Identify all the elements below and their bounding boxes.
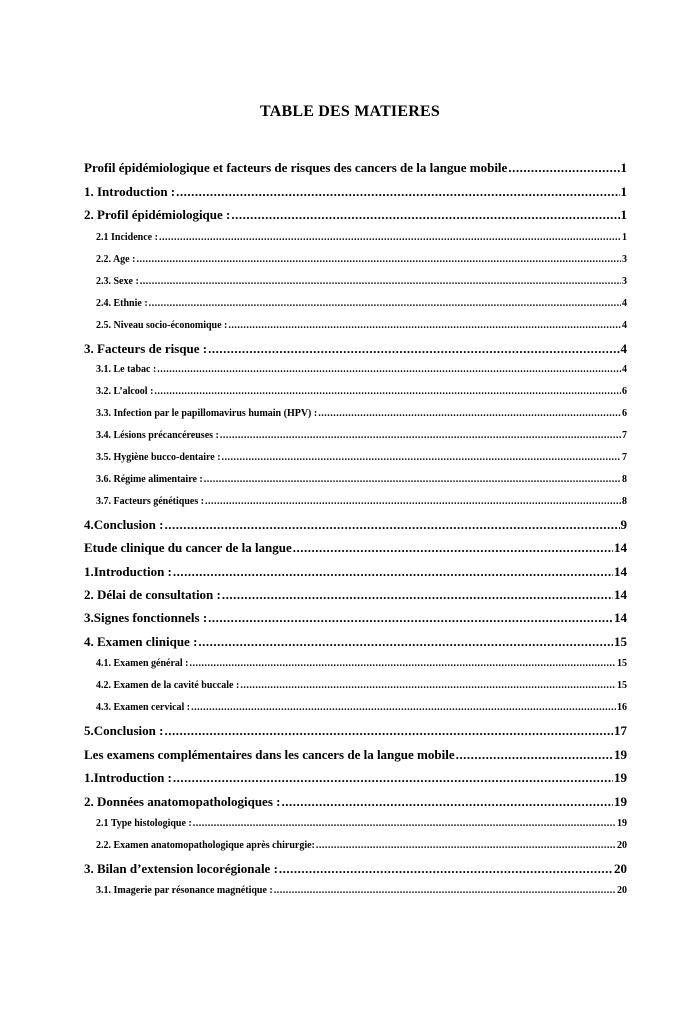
toc-entry[interactable] [84, 160, 627, 176]
toc-entry-page: 17 [614, 723, 627, 738]
toc-entry-label: 2.4. Ethnie : [96, 298, 148, 309]
toc-entry-label: 3.2. L’alcool : [96, 386, 154, 397]
page-title: TABLE DES MATIERES [260, 103, 440, 120]
toc-leader-dots [220, 430, 621, 441]
toc-entry-label: 3.5. Hygiène bucco-dentaire : [96, 452, 221, 463]
toc-entry-page: 19 [614, 770, 627, 785]
toc-leader-dots [205, 496, 621, 507]
toc-entry[interactable] [96, 408, 627, 419]
toc-entry[interactable] [84, 794, 627, 810]
toc-entry[interactable] [84, 747, 627, 763]
toc-entry-label: 2.2. Examen anatomopathologique après chirurgie: [96, 840, 315, 851]
toc-leader-dots [176, 184, 619, 200]
toc-entry-label: 2.3. Sexe : [96, 276, 139, 287]
toc-entry[interactable] [96, 496, 627, 507]
toc-leader-dots [316, 840, 616, 851]
toc-entry-page: 16 [617, 702, 627, 713]
toc-entry-label: Profil épidémiologique et facteurs de risques des cancers de la langue mobile [84, 160, 508, 175]
toc-entry-page: 4 [622, 364, 627, 375]
toc-entry-page: 3 [622, 254, 627, 265]
toc-entry-label: 4.1. Examen général : [96, 658, 189, 669]
toc-entry-label: 2. Délai de consultation : [84, 587, 221, 602]
toc-entry-page: 1 [622, 232, 627, 243]
toc-entry-label: 2.5. Niveau socio-économique : [96, 320, 228, 331]
toc-leader-dots [173, 564, 613, 580]
toc-entry-label: 3. Facteurs de risque : [84, 341, 208, 356]
toc-entry-page: 14 [614, 587, 627, 602]
toc-leader-dots [198, 634, 613, 650]
toc-leader-dots [208, 610, 613, 626]
toc-leader-dots [274, 885, 616, 896]
toc-leader-dots [222, 587, 613, 603]
toc-entry-label: 5.Conclusion : [84, 723, 164, 738]
toc-entry[interactable] [84, 540, 627, 556]
toc-leader-dots [191, 702, 616, 713]
toc-leader-dots [164, 723, 613, 739]
toc-entry-page: 7 [622, 430, 627, 441]
toc-entry[interactable] [96, 818, 627, 829]
toc-entry-label: 4.Conclusion : [84, 517, 164, 532]
toc-entry-page: 9 [620, 517, 627, 532]
toc-entry[interactable] [96, 298, 627, 309]
toc-leader-dots [140, 276, 621, 287]
toc-entry-page: 20 [614, 861, 627, 876]
toc-entry-label: Etude clinique du cancer de la langue [84, 540, 292, 555]
toc-leader-dots [508, 160, 619, 176]
toc-leader-dots [281, 794, 613, 810]
toc-entry-label: 3.1. Imagerie par résonance magnétique : [96, 885, 273, 896]
toc-entry[interactable] [96, 702, 627, 713]
toc-entry-page: 8 [622, 496, 627, 507]
toc-entry[interactable] [84, 207, 627, 223]
toc-entry-page: 20 [617, 840, 627, 851]
toc-entry-label: 3.3. Infection par le papillomavirus humain (HPV) : [96, 408, 318, 419]
toc-entry-label: 3.1. Le tabac : [96, 364, 157, 375]
toc-entry-page: 20 [617, 885, 627, 896]
toc-entry-page: 4 [622, 298, 627, 309]
toc-entry-page: 3 [622, 276, 627, 287]
toc-entry-label: Les examens complémentaires dans les cancers de la langue mobile [84, 747, 455, 762]
toc-entry[interactable] [96, 680, 627, 691]
toc-entry[interactable] [84, 770, 627, 786]
toc-entry-page: 14 [614, 564, 627, 579]
toc-entry[interactable] [84, 184, 627, 200]
toc-entry[interactable] [96, 885, 627, 896]
toc-entry[interactable] [84, 861, 627, 877]
toc-entry-label: 1.Introduction : [84, 770, 172, 785]
toc-entry-page: 14 [614, 610, 627, 625]
toc-entry[interactable] [96, 386, 627, 397]
toc-leader-dots [318, 408, 621, 419]
toc-entry[interactable] [96, 840, 627, 851]
toc-leader-dots [279, 861, 613, 877]
toc-entry[interactable] [96, 452, 627, 463]
toc-entry-page: 14 [614, 540, 627, 555]
toc-entry-page: 4 [622, 320, 627, 331]
toc-entry-page: 6 [622, 386, 627, 397]
toc-entry-page: 1 [620, 160, 627, 175]
toc-entry[interactable] [84, 341, 627, 357]
toc-entry[interactable] [96, 232, 627, 243]
toc-entry-label: 4.3. Examen cervical : [96, 702, 191, 713]
toc-leader-dots [456, 747, 613, 763]
toc-entry-page: 4 [620, 341, 627, 356]
toc-entry-page: 15 [617, 680, 627, 691]
toc-entry-page: 6 [622, 408, 627, 419]
toc-entry-label: 3.Signes fonctionnels : [84, 610, 208, 625]
toc-entry-page: 19 [614, 794, 627, 809]
toc-leader-dots [157, 364, 621, 375]
toc-entry[interactable] [96, 430, 627, 441]
toc-entry-label: 1. Introduction : [84, 184, 176, 199]
toc-leader-dots [293, 540, 613, 556]
toc-entry[interactable] [84, 517, 627, 533]
toc-leader-dots [228, 320, 621, 331]
toc-entry-page: 8 [622, 474, 627, 485]
toc-leader-dots [240, 680, 616, 691]
toc-entry-page: 15 [614, 634, 627, 649]
toc-entry[interactable] [96, 474, 627, 485]
toc-entry-label: 3.4. Lésions précancéreuses : [96, 430, 219, 441]
toc-entry-page: 7 [622, 452, 627, 463]
toc-leader-dots [136, 254, 621, 265]
toc-entry[interactable] [96, 276, 627, 287]
toc-entry[interactable] [84, 634, 627, 650]
toc-entry[interactable] [96, 254, 627, 265]
toc-entry[interactable] [84, 610, 627, 626]
toc-entry-page: 19 [617, 818, 627, 829]
toc-leader-dots [231, 207, 619, 223]
toc-entry-page: 15 [617, 658, 627, 669]
toc-entry[interactable] [96, 658, 627, 669]
toc-entry[interactable] [84, 564, 627, 580]
toc-entry-label: 3.7. Facteurs génétiques : [96, 496, 205, 507]
toc-leader-dots [190, 658, 617, 669]
toc-entry[interactable] [96, 320, 627, 331]
toc-entry-label: 2.1 Type histologique : [96, 818, 192, 829]
toc-entry-label: 2.1 Incidence : [96, 232, 158, 243]
toc-entry-label: 4. Examen clinique : [84, 634, 198, 649]
toc-entry-page: 19 [614, 747, 627, 762]
toc-leader-dots [159, 232, 621, 243]
toc-entry-label: 3. Bilan d’extension locorégionale : [84, 861, 278, 876]
toc-leader-dots [204, 474, 621, 485]
toc-leader-dots [149, 298, 621, 309]
toc-entry-label: 2.2. Age : [96, 254, 136, 265]
toc-leader-dots [173, 770, 613, 786]
toc-entry[interactable] [84, 587, 627, 603]
toc-leader-dots [193, 818, 616, 829]
toc-entry-label: 4.2. Examen de la cavité buccale : [96, 680, 240, 691]
toc-entry-label: 2. Profil épidémiologique : [84, 207, 231, 222]
toc-leader-dots [154, 386, 621, 397]
toc-leader-dots [164, 517, 619, 533]
toc-entry-page: 1 [620, 184, 627, 199]
toc-entry[interactable] [84, 723, 627, 739]
toc-entry-label: 1.Introduction : [84, 564, 172, 579]
toc-entry-label: 3.6. Régime alimentaire : [96, 474, 203, 485]
toc-leader-dots [208, 341, 619, 357]
toc-entry-label: 2. Données anatomopathologiques : [84, 794, 281, 809]
toc-entry-page: 1 [620, 207, 627, 222]
toc-entry[interactable] [96, 364, 627, 375]
toc-leader-dots [222, 452, 621, 463]
